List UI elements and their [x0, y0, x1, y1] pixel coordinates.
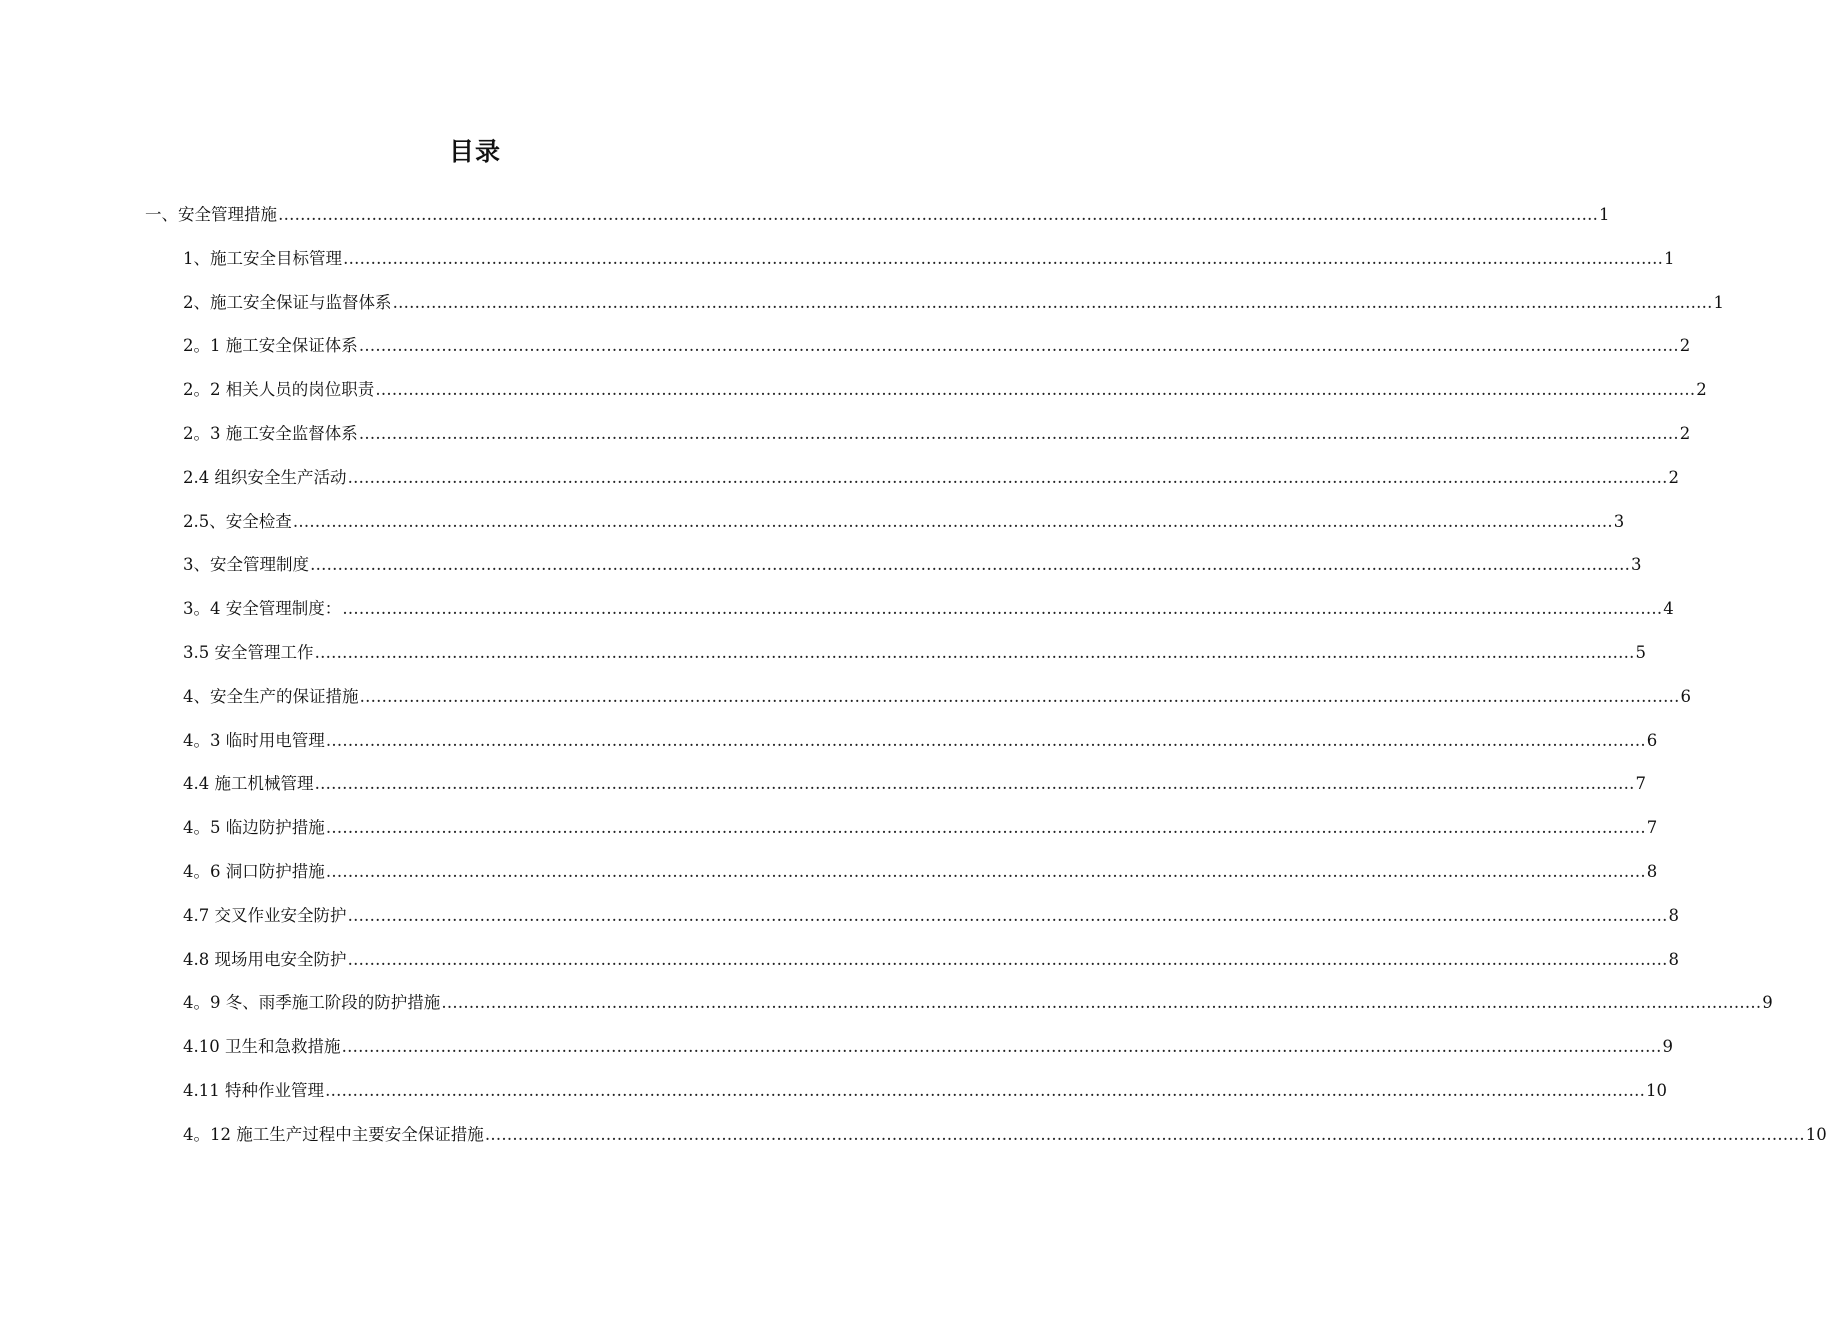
- toc-page-number: 3: [1631, 555, 1642, 575]
- toc-page-number: 9: [1662, 1037, 1673, 1057]
- toc-dot-leader: ……………………………………………………………………………………………………………………………………………………………………………………………………………………: [347, 949, 1668, 969]
- toc-entry-text: 4、安全生产的保证措施: [183, 686, 359, 706]
- toc-dot-leader: ……………………………………………………………………………………………………………………………………………………………………………………………………………………: [325, 730, 1646, 750]
- toc-entry[interactable]: [183, 289, 1724, 317]
- toc-entry-text: 4.10 卫生和急救措施: [183, 1037, 341, 1057]
- toc-entry[interactable]: [183, 332, 1691, 360]
- toc-page-number: 2: [1696, 380, 1707, 400]
- toc-page-number: 2: [1679, 424, 1691, 443]
- toc-entry[interactable]: [183, 683, 1691, 711]
- toc-entry[interactable]: [183, 814, 1658, 842]
- toc-page-number: 8: [1668, 905, 1679, 925]
- toc-dot-leader: ……………………………………………………………………………………………………………………………………………………………………………………………………………………: [359, 686, 1680, 706]
- toc-page-number: 10: [1805, 1124, 1827, 1144]
- toc-dot-leader: ……………………………………………………………………………………………………………………………………………………………………………………………………………………: [375, 380, 1696, 400]
- toc-dot-leader: ……………………………………………………………………………………………………………………………………………………………………………………………………………………: [324, 1081, 1645, 1100]
- toc-entry-text: 2。1 施工安全保证体系: [183, 336, 358, 356]
- toc-title: 目录: [448, 137, 501, 166]
- toc-entry[interactable]: [183, 989, 1773, 1017]
- toc-dot-leader: ……………………………………………………………………………………………………………………………………………………………………………………………………………………: [343, 248, 1663, 268]
- toc-entry[interactable]: [183, 245, 1675, 273]
- toc-dot-leader: ……………………………………………………………………………………………………………………………………………………………………………………………………………………: [314, 774, 1635, 794]
- toc-page-number: 2: [1679, 336, 1691, 356]
- toc-page-number: 8: [1668, 949, 1679, 969]
- toc-entry[interactable]: [183, 551, 1642, 579]
- toc-entry[interactable]: [183, 420, 1691, 448]
- toc-entry-text: 2。3 施工安全监督体系: [183, 424, 358, 443]
- toc-dot-leader: ……………………………………………………………………………………………………………………………………………………………………………………………………………………: [347, 467, 1668, 487]
- toc-page-number: 2: [1668, 467, 1679, 487]
- toc-entry-text: 4.11 特种作业管理: [183, 1081, 324, 1100]
- toc-entry-text: 4。3 临时用电管理: [183, 730, 325, 750]
- toc-dot-leader: ……………………………………………………………………………………………………………………………………………………………………………………………………………………: [325, 862, 1646, 881]
- toc-page-number: 9: [1762, 993, 1773, 1013]
- toc-page-number: 5: [1635, 643, 1646, 662]
- toc-entry[interactable]: [183, 464, 1679, 492]
- toc-entry-text: 4。12 施工生产过程中主要安全保证措施: [183, 1124, 484, 1144]
- toc-dot-leader: ……………………………………………………………………………………………………………………………………………………………………………………………………………………: [358, 424, 1679, 443]
- toc-entry[interactable]: [183, 946, 1679, 974]
- toc-entry[interactable]: [183, 595, 1674, 623]
- toc-page-number: 3: [1613, 511, 1625, 531]
- toc-entry[interactable]: [183, 1033, 1673, 1061]
- toc-entry[interactable]: [183, 1077, 1667, 1105]
- toc-entry-text: 1、施工安全目标管理: [183, 248, 342, 268]
- toc-entry[interactable]: [183, 639, 1646, 667]
- toc-page-number: 8: [1646, 862, 1658, 881]
- toc-dot-leader: ……………………………………………………………………………………………………………………………………………………………………………………………………………………: [347, 905, 1668, 925]
- toc-entry-text: 4。5 临边防护措施: [183, 818, 325, 838]
- toc-entry-text: 4.8 现场用电安全防护: [183, 949, 347, 969]
- toc-dot-leader: ……………………………………………………………………………………………………………………………………………………………………………………………………………………: [341, 1037, 1662, 1057]
- toc-entry-text: 一、安全管理措施: [145, 205, 277, 224]
- toc-page-number: 6: [1680, 686, 1691, 706]
- toc-page-number: 4: [1663, 599, 1674, 619]
- toc-dot-leader: ……………………………………………………………………………………………………………………………………………………………………………………………………………………: [310, 555, 1630, 575]
- toc-dot-leader: ……………………………………………………………………………………………………………………………………………………………………………………………………………………: [342, 599, 1663, 619]
- toc-entry-text: 4。6 洞口防护措施: [183, 862, 325, 881]
- toc-page-number: 10: [1645, 1081, 1667, 1100]
- toc-entry[interactable]: [183, 727, 1658, 755]
- toc-dot-leader: ……………………………………………………………………………………………………………………………………………………………………………………………………………………: [314, 643, 1635, 662]
- toc-entry-text: 3、安全管理制度: [183, 555, 309, 575]
- toc-entry-text: 4.4 施工机械管理: [183, 774, 314, 794]
- toc-dot-leader: ……………………………………………………………………………………………………………………………………………………………………………………………………………………: [441, 993, 1762, 1013]
- toc-dot-leader: ……………………………………………………………………………………………………………………………………………………………………………………………………………………: [358, 336, 1679, 356]
- toc-entry-text: 3.5 安全管理工作: [183, 643, 314, 662]
- toc-dot-leader: ……………………………………………………………………………………………………………………………………………………………………………………………………………………: [484, 1124, 1805, 1144]
- toc-entry[interactable]: [183, 376, 1707, 404]
- toc-entry-text: 2.5、安全检查: [183, 511, 292, 531]
- toc-entry-text: 2.4 组织安全生产活动: [183, 467, 347, 487]
- toc-entry[interactable]: [183, 508, 1625, 536]
- toc-entry[interactable]: [183, 902, 1679, 930]
- toc-entry-text: 4。9 冬、雨季施工阶段的防护措施: [183, 993, 441, 1013]
- toc-entry[interactable]: [183, 770, 1646, 798]
- toc-entry-text: 2、施工安全保证与监督体系: [183, 292, 392, 312]
- toc-dot-leader: ……………………………………………………………………………………………………………………………………………………………………………………………………………………: [325, 818, 1646, 838]
- toc-entry-text: 4.7 交叉作业安全防护: [183, 905, 347, 925]
- toc-dot-leader: ……………………………………………………………………………………………………………………………………………………………………………………………………………………: [278, 205, 1598, 224]
- toc-entry[interactable]: [183, 858, 1658, 886]
- toc-page-number: 7: [1635, 774, 1646, 794]
- toc-entry[interactable]: [145, 201, 1610, 229]
- toc-page-number: 1: [1599, 205, 1610, 224]
- toc-dot-leader: ……………………………………………………………………………………………………………………………………………………………………………………………………………………: [392, 292, 1713, 312]
- toc-dot-leader: ……………………………………………………………………………………………………………………………………………………………………………………………………………………: [292, 511, 1613, 531]
- toc-page-number: 7: [1646, 818, 1658, 838]
- toc-entry-text: 2。2 相关人员的岗位职责: [183, 380, 375, 400]
- toc-entry-text: 3。4 安全管理制度：: [183, 599, 342, 619]
- toc-page-number: 1: [1664, 248, 1675, 268]
- toc-page-number: 6: [1646, 730, 1658, 750]
- toc-page-number: 1: [1713, 292, 1724, 312]
- toc-entry[interactable]: [183, 1121, 1827, 1149]
